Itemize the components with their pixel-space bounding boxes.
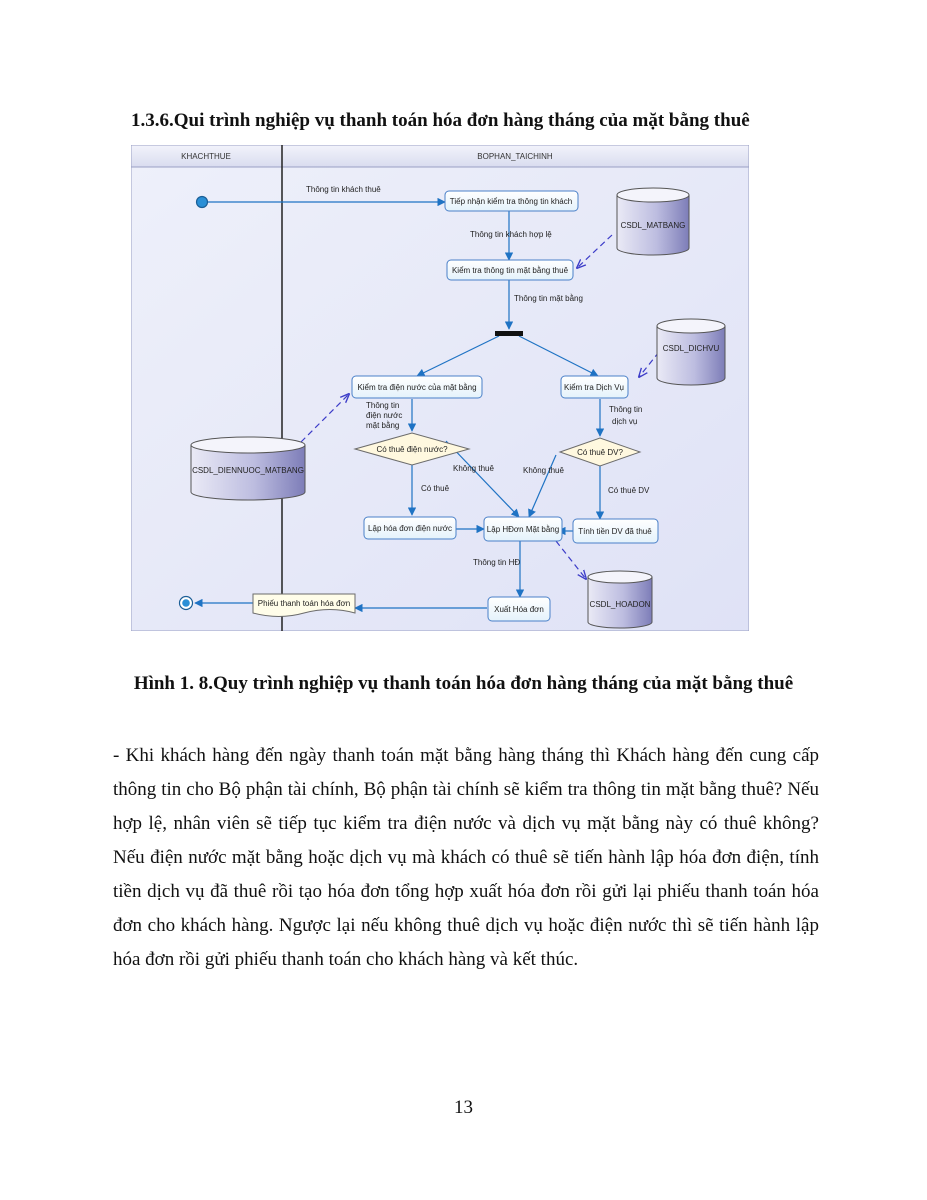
svg-text:Tiếp nhận kiểm tra thông tin k: Tiếp nhận kiểm tra thông tin khách — [449, 197, 573, 206]
svg-text:Kiểm tra Dịch Vụ: Kiểm tra Dịch Vụ — [563, 383, 625, 392]
database-premises — [617, 188, 689, 255]
flow-label-rented-service: Có thuê DV — [608, 486, 650, 495]
svg-text:Phiếu thanh toán hóa đơn: Phiếu thanh toán hóa đơn — [257, 599, 351, 608]
flow-label-utilities-info-1: Thông tin — [366, 401, 400, 410]
flow-label-rented: Có thuê — [421, 484, 450, 493]
svg-text:Xuất Hóa đơn: Xuất Hóa đơn — [494, 605, 544, 614]
body-paragraph: - Khi khách hàng đến ngày thanh toán mặt bằng hàng tháng thì Khách hàng đến cung cấp thông tin cho Bộ phận tài chính, Bộ phận tài chính sẽ kiểm tra thông tin mặt bằng thuê? Nếu hợp lệ, nhân viên sẽ tiếp tục kiểm tra điện nước và dịch vụ mặt bằng này có thuê không? Nếu điện nước mặt bằng hoặc dịch vụ mà khách có thuê sẽ tiến hành lập hóa đơn điện, tính tiền dịch vụ đã thuê rồi tạo hóa đơn tổng hợp xuất hóa đơn rồi gửi lại phiếu thanh toán hóa đơn cho khách hàng. Ngược lại nếu không thuê dịch vụ hoặc điện nước thì sẽ tiến hành lập hóa đơn rồi gửi phiếu thanh toán cho khách hàng và kết thúc. — [113, 745, 819, 970]
activity-check-utilities — [352, 376, 482, 398]
flow-label-valid-info: Thông tin khách hợp lệ — [470, 230, 552, 239]
lane-header-khachthue — [131, 145, 282, 167]
activity-issue-invoice — [488, 597, 550, 621]
svg-text:Lập HĐơn Mặt bằng: Lập HĐơn Mặt bằng — [486, 525, 560, 534]
svg-text:Có thuê điện nước?: Có thuê điện nước? — [376, 445, 448, 454]
flow-label-service-info-2: dịch vụ — [612, 417, 638, 426]
activity-electric-invoice — [364, 517, 456, 539]
start-node — [197, 197, 208, 208]
database-utilities — [191, 437, 305, 500]
activity-receive-customer-info — [445, 191, 578, 211]
activity-check-premises — [447, 260, 573, 280]
activity-premises-invoice — [484, 517, 562, 541]
svg-text:Có thuê DV?: Có thuê DV? — [577, 448, 623, 457]
flow-label-utilities-info-2: điện nước — [366, 411, 403, 420]
figure-caption: Hình 1. 8.Quy trình nghiệp vụ thanh toán hóa đơn hàng tháng của mặt bằng thuê — [133, 673, 794, 694]
flow-label-not-rented-right: Không thuê — [523, 466, 564, 475]
fork-bar — [495, 331, 523, 336]
svg-text:Kiểm tra thông tin mặt bằng th: Kiểm tra thông tin mặt bằng thuê — [451, 266, 569, 275]
svg-text:CSDL_DICHVU: CSDL_DICHVU — [662, 344, 720, 353]
activity-diagram — [131, 145, 749, 631]
page-number: 13 — [454, 1097, 473, 1118]
svg-text:CSDL_HOADON: CSDL_HOADON — [589, 600, 651, 609]
database-invoices — [588, 571, 652, 628]
flow-label-customer-info: Thông tin khách thuê — [306, 185, 381, 194]
flow-label-service-info-1: Thông tin — [609, 405, 643, 414]
flow-label-utilities-info-3: mặt bằng — [366, 421, 400, 430]
svg-text:BOPHAN_TAICHINH: BOPHAN_TAICHINH — [477, 152, 553, 161]
svg-text:CSDL_DIENNUOC_MATBANG: CSDL_DIENNUOC_MATBANG — [192, 466, 304, 475]
activity-check-services — [561, 376, 628, 398]
flow-label-invoice-info: Thông tin HĐ — [473, 558, 521, 567]
section-heading: 1.3.6.Qui trình nghiệp vụ thanh toán hóa đơn hàng tháng của mặt bằng thuê — [131, 110, 750, 131]
end-node — [180, 597, 193, 610]
activity-service-fee — [573, 519, 658, 543]
svg-text:KHACHTHUE: KHACHTHUE — [181, 152, 231, 161]
database-services — [657, 319, 725, 385]
svg-text:Lập hóa đơn điện nước: Lập hóa đơn điện nước — [368, 524, 452, 533]
svg-text:Kiểm tra điện nước của mặt bằn: Kiểm tra điện nước của mặt bằng — [357, 383, 477, 392]
svg-text:Tính tiền DV đã thuê: Tính tiền DV đã thuê — [578, 527, 652, 536]
svg-text:CSDL_MATBANG: CSDL_MATBANG — [620, 221, 686, 230]
lane-header-bophan-taichinh — [282, 145, 749, 167]
flow-label-not-rented-left: Không thuê — [453, 464, 494, 473]
flow-label-premises-info: Thông tin mặt bằng — [514, 294, 583, 303]
